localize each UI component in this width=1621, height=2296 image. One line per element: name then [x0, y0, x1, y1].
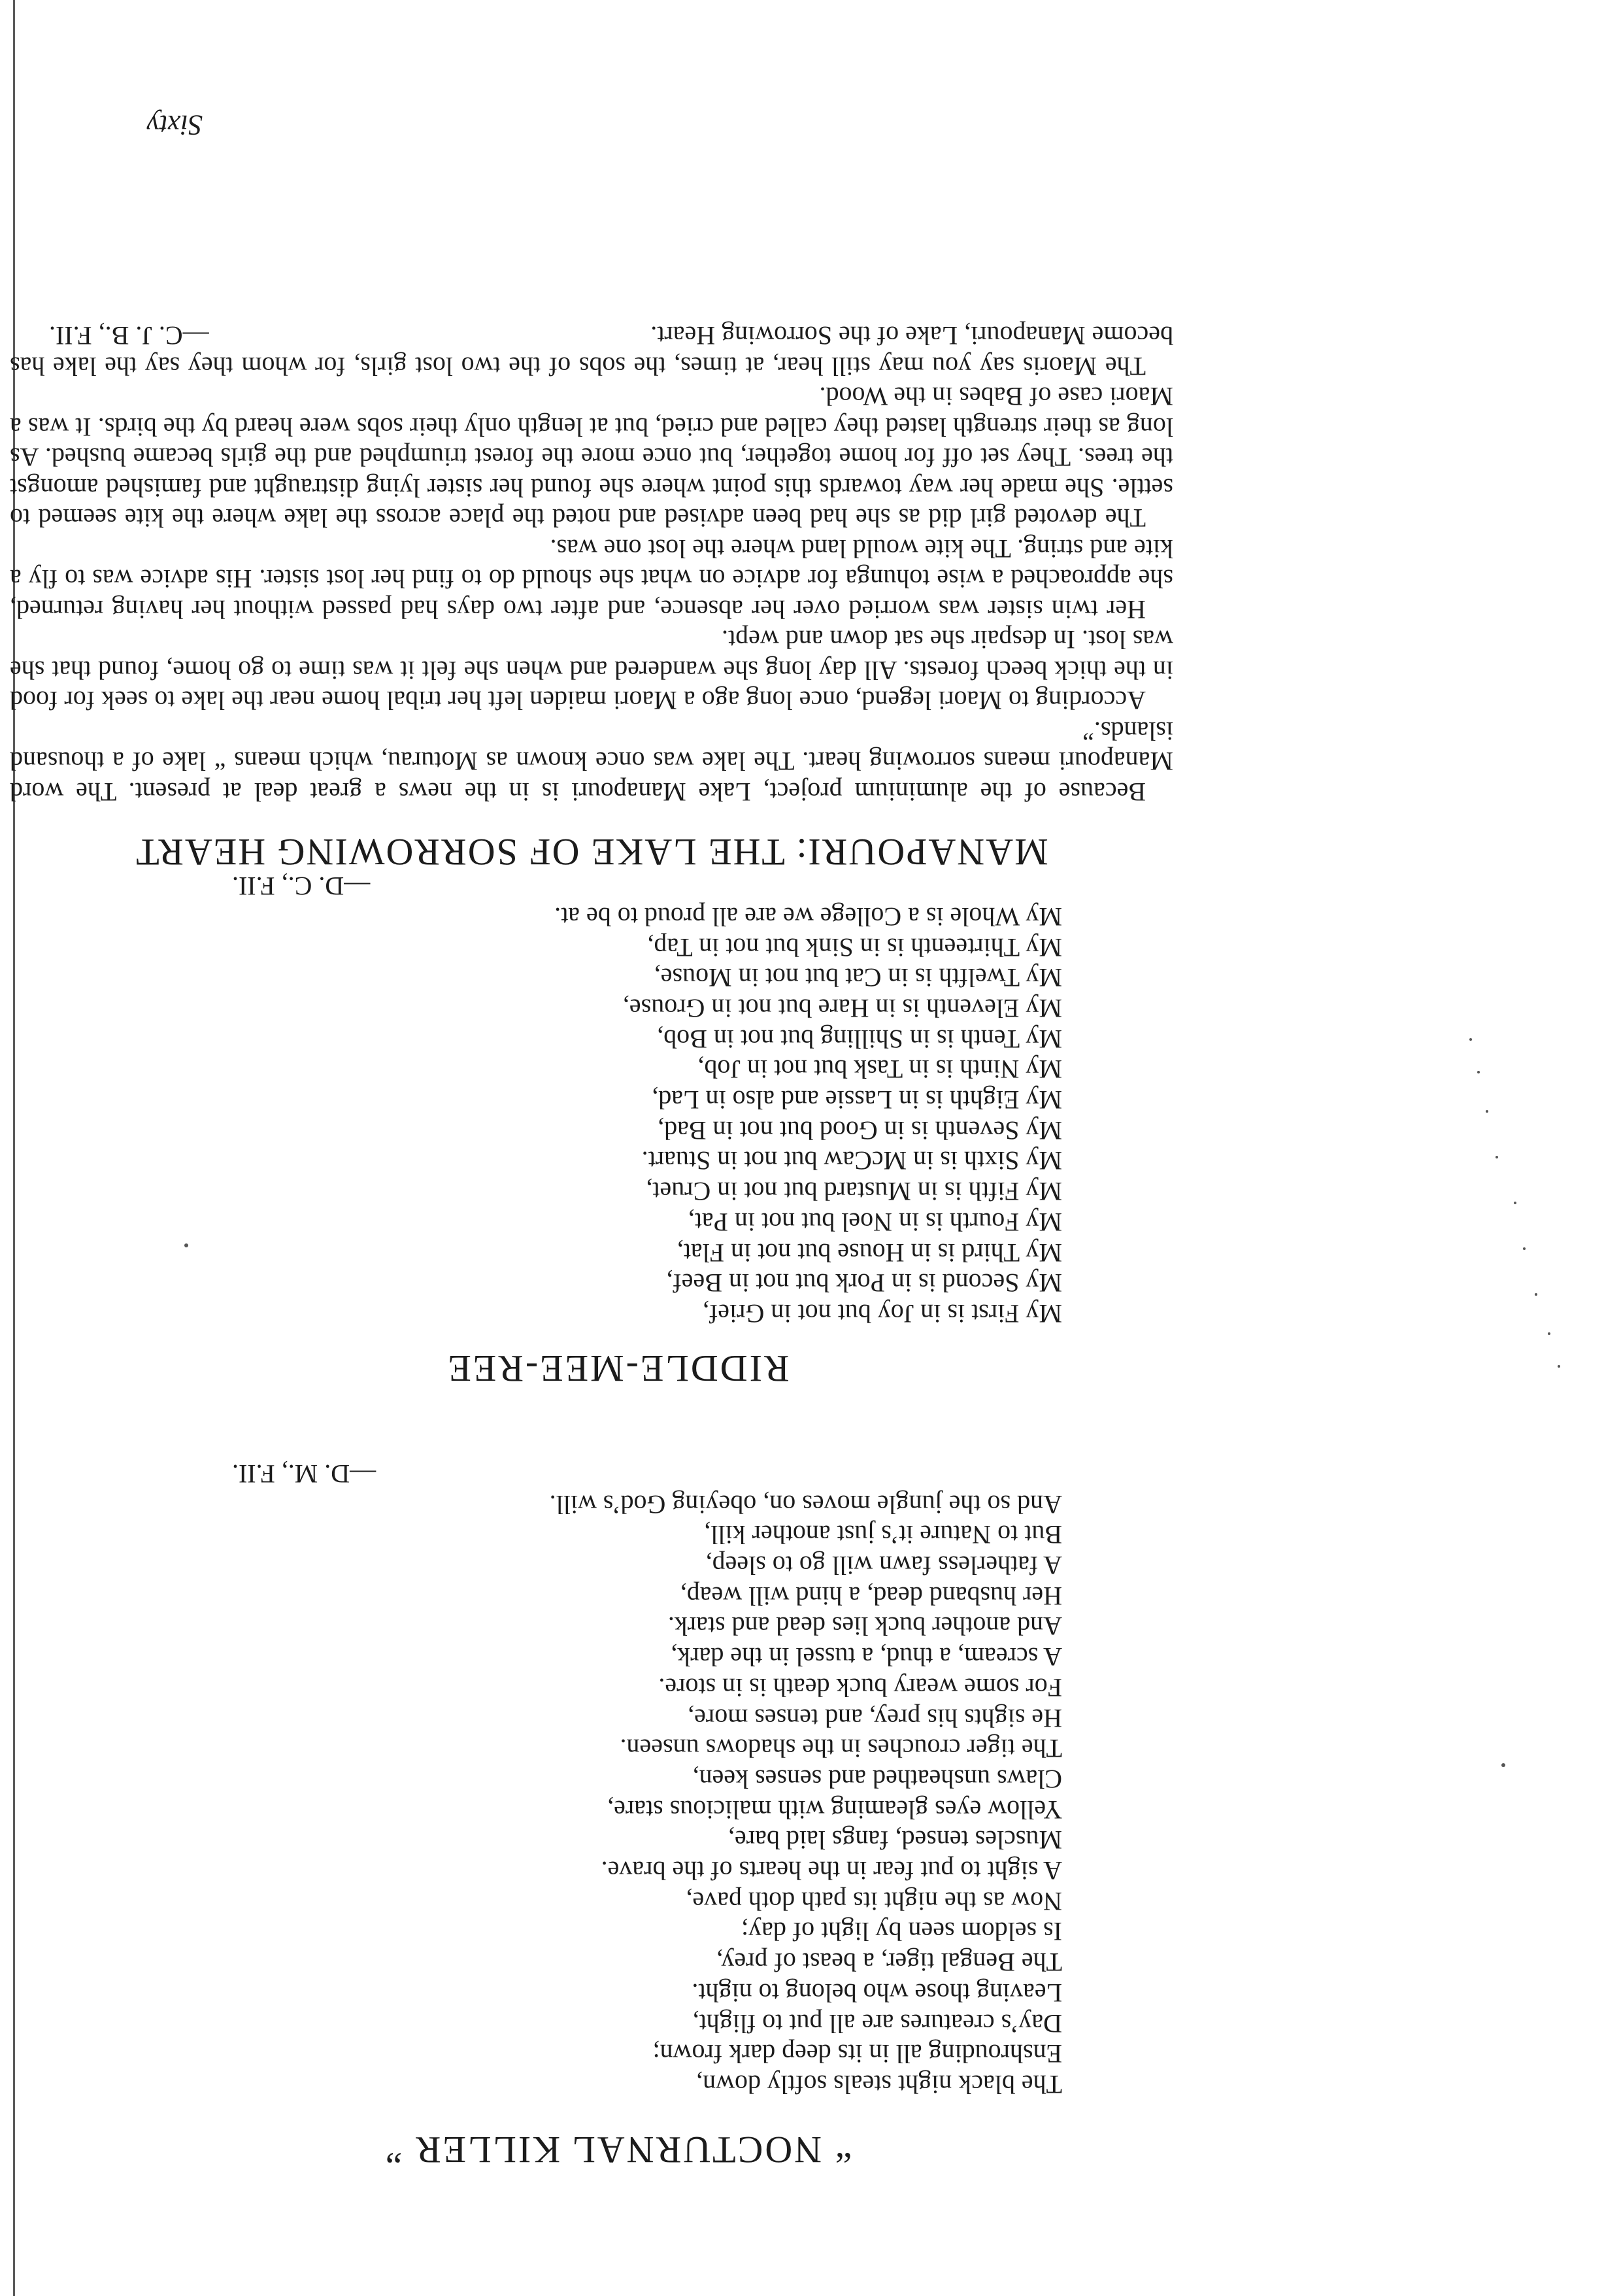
riddle-title: RIDDLE-MEE-REE [446, 1347, 790, 1390]
article-paragraph: The devoted girl did as she had been advised and noted the place across the lake where the kite seemed to settle. She made her way towards this point where she found her sister lying distraught and famished amongst the trees. They set off for home together, but once more the forest triumphed and the girls became bushed. As long as their strength lasted they called and cried, but at length only their sobs were heard by the birds. It was a Maori case of Babes in the Wood. [10, 382, 1173, 533]
riddle-line: My Eighth is in Lassie and also in Lad, [652, 1085, 1062, 1115]
article-paragraph: The Maoris say you may still hear, at times, the sobs of the two lost girls, for whom they say the lake has become Manapouri, Lake of the Sorrowing Heart. [10, 321, 1173, 381]
speck [184, 1243, 188, 1247]
article-paragraph: Because of the aluminium project, Lake Manapouri is in the news a great deal at present. The word Manapouri means sorrowing heart. The lake was once known as Moturau, which means “ lake of a thousand islands.” [10, 717, 1173, 807]
poem-line: And another buck lies dead and stark. [667, 1612, 1062, 1642]
poem-line: But to Nature it’s just another kill, [704, 1520, 1062, 1550]
speck [1469, 1038, 1472, 1041]
riddle-line: My Tenth is in Shilling but not in Bob, [657, 1024, 1062, 1054]
poem-line: The tiger crouches in the shadows unseen. [620, 1734, 1062, 1764]
speck [1501, 1763, 1505, 1767]
riddle-line: My Fourth is in Noel but not in Pat, [688, 1207, 1062, 1237]
poem-line: Enshrouding all in its deep dark frown; [652, 2039, 1062, 2069]
riddle-line: My Third is in House but not in Flat, [677, 1238, 1062, 1268]
speck [1514, 1202, 1516, 1204]
riddle-line: My Sixth is in McCaw but not in Stuart. [641, 1146, 1062, 1176]
poem-line: A fatherless fawn will go to sleep, [705, 1551, 1062, 1581]
speck [1558, 1365, 1560, 1368]
riddle-line: My Whole is a College we are all proud to be at. [554, 902, 1062, 932]
article-paragraph: According to Maori legend, once long ago a Maori maiden left her tribal home near the lake to seek for food in the thick beech forests. All day long she wandered and when she felt it was time to go home, found that she was lost. In despair she sat down and wept. [10, 625, 1173, 716]
riddle-line: My First is in Joy but not in Grief, [702, 1299, 1062, 1328]
poem-line: Is seldom seen by light of day; [741, 1917, 1062, 1947]
poem-line: A scream, a thud, a tussel in the dark, [671, 1642, 1062, 1672]
article-title: MANAPOURI: THE LAKE OF SORROWING HEART [135, 831, 1048, 873]
poem-line: Her husband dead, a hind will weap, [680, 1581, 1062, 1611]
poem-line: Leaving those who belong to night. [692, 1978, 1062, 2008]
poem-line: And so the jungle moves on, obeying God’s will. [549, 1489, 1062, 1519]
riddle-line: My Fifth is in Mustard but not in Cruet, [646, 1177, 1062, 1207]
poem-line: Day’s creatures are all put to flight, [692, 2008, 1062, 2038]
riddle-line: My Seventh is in Good but not in Bad, [658, 1115, 1062, 1145]
poem-line: Muscles tensed, fangs laid bare, [728, 1825, 1062, 1855]
poem-line: For some weary buck death is in store. [658, 1672, 1062, 1702]
riddle-line: My Thirteenth is in Sink but not in Tap, [647, 932, 1062, 962]
poem-line: The black night steals softly down, [696, 2070, 1062, 2099]
riddle-signature: —D. C., F.II. [232, 871, 371, 902]
riddle-line: My Eleventh is in Hare but not in Grouse, [622, 993, 1062, 1023]
speck [1477, 1071, 1480, 1073]
riddle-line: My Twelfth is in Cat but not in Mouse, [654, 963, 1062, 993]
poem-line: Yellow eyes gleaming with malicious stare, [607, 1795, 1062, 1825]
article-signature: —C. J. B., F.II. [49, 321, 209, 350]
riddle-line: My Second is in Pork but not in Beef, [666, 1268, 1062, 1298]
page-number: Sixty [146, 109, 203, 141]
poem-line: Now as the night its path doth pave, [686, 1886, 1062, 1916]
speck [1523, 1247, 1526, 1250]
poem-line: Claws unsheathed and senses keen, [692, 1764, 1062, 1794]
poem-signature: —D. M., F.II. [232, 1459, 376, 1489]
poem-line: He sights his prey, and tenses more, [688, 1703, 1062, 1733]
speck [1486, 1110, 1488, 1113]
poem-line: A sight to put fear in the hearts of the brave. [601, 1856, 1062, 1886]
speck [1496, 1156, 1498, 1158]
speck [1548, 1332, 1550, 1335]
article-paragraph: Her twin sister was worried over her absence, and after two days had passed without her having returned, she approached a wise tohunga for advice on what she should do to find her lost sister. His advice was to fly a kite and string. The kite would land where the lost one was. [10, 534, 1173, 624]
speck [1535, 1293, 1537, 1296]
riddle-line: My Ninth is in Task but not in Job, [697, 1055, 1062, 1085]
poem-line: The Bengal tiger, a beast of prey, [716, 1948, 1062, 1978]
poem-title: “ NOCTURNAL KILLER ” [383, 2129, 852, 2171]
